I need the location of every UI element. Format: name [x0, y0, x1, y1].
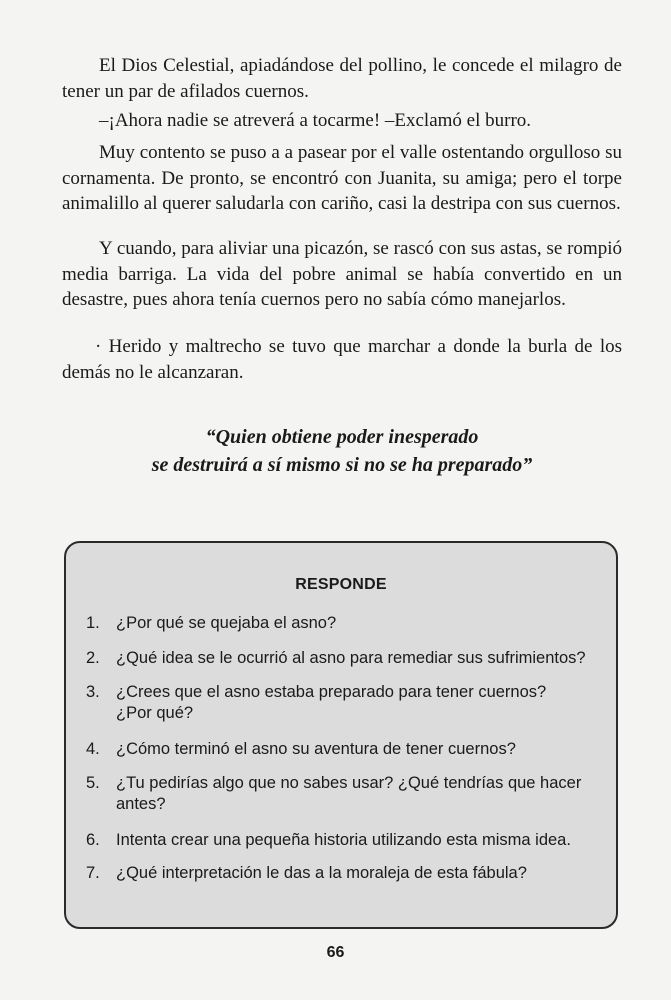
- story-paragraph-3: Muy contento se puso a a pasear por el valle ostentando orgulloso su cornamenta. De pronto, se encontró con Juanita, su amiga; pero el torpe animalillo al querer saludarla con cariño, casi la destripa con sus cuernos.: [62, 142, 622, 214]
- moral-line-2: se destruirá a sí mismo si no se ha preparado”: [151, 454, 533, 476]
- question-text: Intenta crear una pequeña historia utilizando esta misma idea.: [116, 831, 571, 849]
- story-paragraph-5: · Herido y maltrecho se tuvo que marchar a donde la burla de los demás no le alcanzaran.: [62, 336, 622, 383]
- question-item: [86, 863, 606, 884]
- question-item: [86, 613, 606, 634]
- question-item: [86, 830, 606, 851]
- story-paragraph-1: El Dios Celestial, apiadándose del pollino, le concede el milagro de tener un par de afilados cuernos.: [62, 55, 622, 102]
- question-number: 1.: [86, 614, 100, 632]
- question-item: [86, 682, 606, 724]
- question-number: 6.: [86, 831, 100, 849]
- question-item: [86, 648, 606, 669]
- question-number: 5.: [86, 774, 100, 792]
- question-text: ¿Cómo terminó el asno su aventura de tener cuernos?: [116, 740, 516, 758]
- question-item: [86, 773, 606, 815]
- question-text: ¿Tu pedirías algo que no sabes usar? ¿Qué tendrías que hacer antes?: [116, 774, 582, 813]
- moral-quote: [62, 423, 622, 479]
- responde-title: RESPONDE: [295, 576, 387, 593]
- moral-line-1: “Quien obtiene poder inesperado: [205, 426, 479, 448]
- story-paragraph-2: –¡Ahora nadie se atreverá a tocarme! –Exclamó el burro.: [99, 110, 532, 131]
- question-number: 2.: [86, 649, 100, 667]
- responde-box: [64, 541, 618, 929]
- page-number: 66: [326, 944, 345, 961]
- question-number: 4.: [86, 740, 100, 758]
- story-paragraph-4: Y cuando, para aliviar una picazón, se rascó con sus astas, se rompió media barriga. La vida del pobre animal se había convertido en un desastre, pues ahora tenía cuernos pero no sabía cómo manejarlos.: [62, 238, 622, 310]
- question-number: 7.: [86, 864, 100, 882]
- question-number: 3.: [86, 683, 100, 701]
- question-text: ¿Qué interpretación le das a la moraleja de esta fábula?: [116, 864, 527, 882]
- question-item: [86, 739, 606, 760]
- question-text: ¿Qué idea se le ocurrió al asno para remediar sus sufrimientos?: [116, 649, 586, 667]
- question-text: ¿Por qué se quejaba el asno?: [116, 614, 337, 632]
- question-text: ¿Crees que el asno estaba preparado para tener cuernos? ¿Por qué?: [116, 683, 547, 722]
